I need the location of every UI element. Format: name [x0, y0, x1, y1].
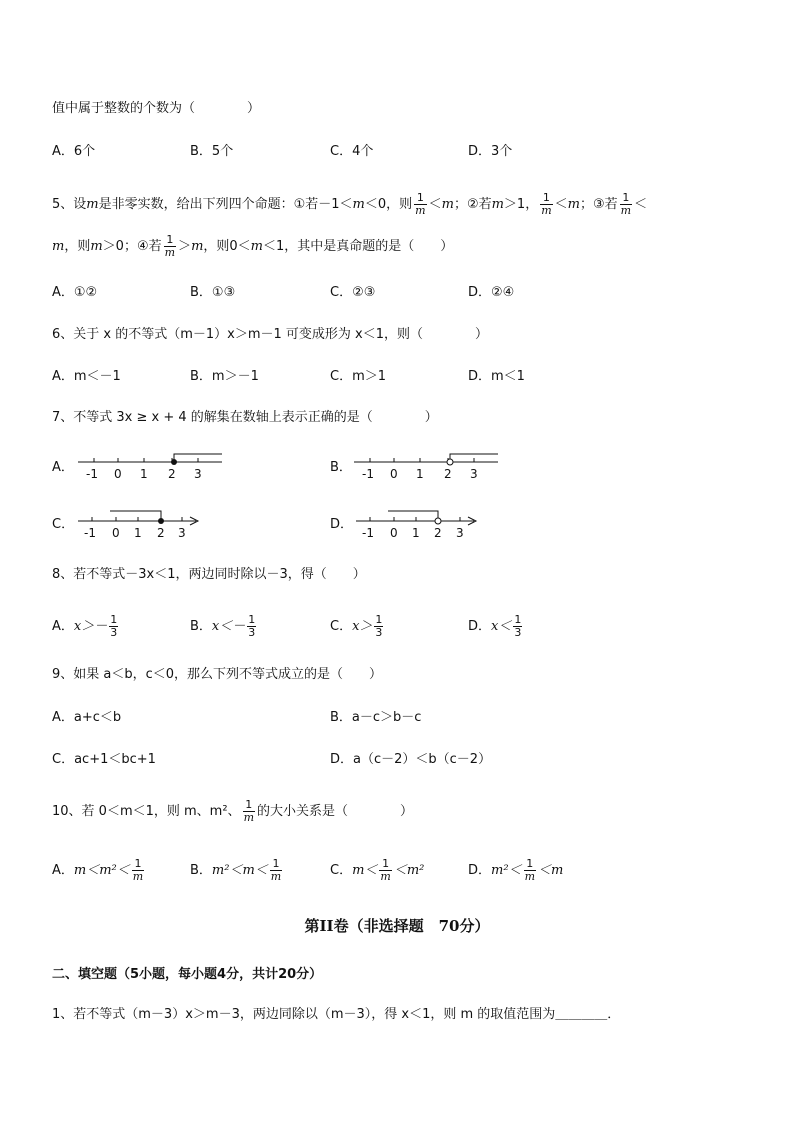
q4-option-d: D．3个: [468, 144, 513, 159]
q9-option-d: D．a（c－2）＜b（c－2）: [330, 752, 492, 767]
tick-label: 2: [434, 526, 442, 540]
tick-label: 2: [444, 467, 452, 481]
tick-label: 0: [390, 467, 398, 481]
q4-option-b: B．5个: [190, 144, 234, 159]
q9-option-c: C．ac+1＜bc+1: [52, 752, 156, 767]
fraction-1-over-m: $\frac{1}{m}$: [415, 191, 426, 217]
question-4-stem: 值中属于整数的个数为（ ）: [52, 101, 261, 116]
tick-label: 1: [140, 467, 148, 481]
q6-option-d: D．m＜1: [468, 369, 525, 384]
q7-option-b-label: B．: [330, 460, 352, 475]
q6-option-b: B．m＞－1: [190, 369, 259, 384]
question-6-stem: 6、关于 x 的不等式（m－1）x＞m－1 可变成形为 x＜1，则（ ）: [52, 327, 489, 342]
number-line-a: [72, 450, 232, 486]
q5-option-c: C．②③: [330, 285, 376, 300]
q10-option-d: D．m²＜ $\frac{1}{m}$ ＜m: [468, 857, 564, 883]
tick-label: 3: [178, 526, 186, 540]
number-line-d: [350, 507, 490, 543]
q10-option-b: B．m²＜m＜ $\frac{1}{m}$: [190, 857, 282, 883]
tick-label: 0: [390, 526, 398, 540]
question-5-line-2: m，则m＞0；④若 $\frac{1}{m}$ ＞m，则0＜m＜1，其中是真命题的是（ ）: [52, 233, 454, 259]
tick-label: 3: [470, 467, 478, 481]
q8-option-a: A．x＞－ $\frac{1}{3}$: [52, 613, 118, 639]
question-5-line-1: 5、设m是非零实数，给出下列四个命题：①若－1＜m＜0，则 $\frac{1}{m}$ ＜m；②若m＞1， $\frac{1}{m}$ ＜m；③若 $\frac{1}{m}$ ＜: [52, 191, 648, 217]
tick-label: 3: [194, 467, 202, 481]
tick-label: -1: [362, 526, 374, 540]
tick-label: -1: [86, 467, 98, 481]
question-9-stem: 9、如果 a＜b，c＜0，那么下列不等式成立的是（ ）: [52, 667, 383, 682]
tick-label: 2: [168, 467, 176, 481]
section-2-title: 第II卷（非选择题 70分）: [304, 917, 490, 935]
q7-option-d-label: D．: [330, 517, 354, 532]
fraction-1-over-m: $\frac{1}{m}$: [164, 233, 176, 259]
q10-option-a: A．m＜m²＜ $\frac{1}{m}$: [52, 857, 144, 883]
q5-option-d: D．②④: [468, 285, 515, 300]
tick-label: 2: [157, 526, 165, 540]
q9-option-b: B．a－c＞b－c: [330, 710, 422, 725]
q4-option-c: C．4个: [330, 144, 374, 159]
q10-option-c: C．m＜ $\frac{1}{m}$ ＜m²: [330, 857, 425, 883]
tick-label: 1: [412, 526, 420, 540]
fill-question-1: 1、若不等式（m－3）x＞m－3，两边同除以（m－3），得 x＜1，则 m 的取值范围为＿＿＿＿．: [52, 1007, 621, 1022]
q8-option-c: C．x＞ $\frac{1}{3}$: [330, 613, 383, 639]
q9-option-a: A．a+c＜b: [52, 710, 122, 725]
q8-option-d: D．x＜ $\frac{1}{3}$: [468, 613, 522, 639]
tick-label: 1: [134, 526, 142, 540]
tick-label: 1: [416, 467, 424, 481]
fraction-1-over-m: $\frac{1}{m}$: [620, 191, 632, 217]
question-10-stem: 10、若 0＜m＜1，则 m、m²、 $\frac{1}{m}$ 的大小关系是（ ）: [52, 798, 414, 824]
tick-label: 3: [456, 526, 464, 540]
q5-option-b: B．①③: [190, 285, 236, 300]
tick-label: 0: [114, 467, 122, 481]
q5-option-a: A．①②: [52, 285, 98, 300]
fraction-1-over-m: $\frac{1}{m}$: [541, 191, 552, 217]
q7-option-a-label: A．: [52, 460, 74, 475]
q4-option-a: A．6个: [52, 144, 96, 159]
question-8-stem: 8、若不等式－3x＜1，两边同时除以－3，得（ ）: [52, 567, 366, 582]
q8-option-b: B．x＜－ $\frac{1}{3}$: [190, 613, 256, 639]
section-2-subtitle: 二、填空题（5小题，每小题4分，共计20分）: [52, 967, 323, 982]
q6-option-c: C．m＞1: [330, 369, 387, 384]
tick-label: 0: [112, 526, 120, 540]
question-7-stem: 7、不等式 3x ≥ x + 4 的解集在数轴上表示正确的是（ ）: [52, 410, 438, 425]
number-line-b: [348, 450, 508, 486]
q6-option-a: A．m＜－1: [52, 369, 121, 384]
q7-option-c-label: C．: [52, 517, 75, 532]
fraction-1-over-m: $\frac{1}{m}$: [243, 798, 254, 824]
tick-label: -1: [84, 526, 96, 540]
number-line-c: [72, 507, 212, 543]
tick-label: -1: [362, 467, 374, 481]
